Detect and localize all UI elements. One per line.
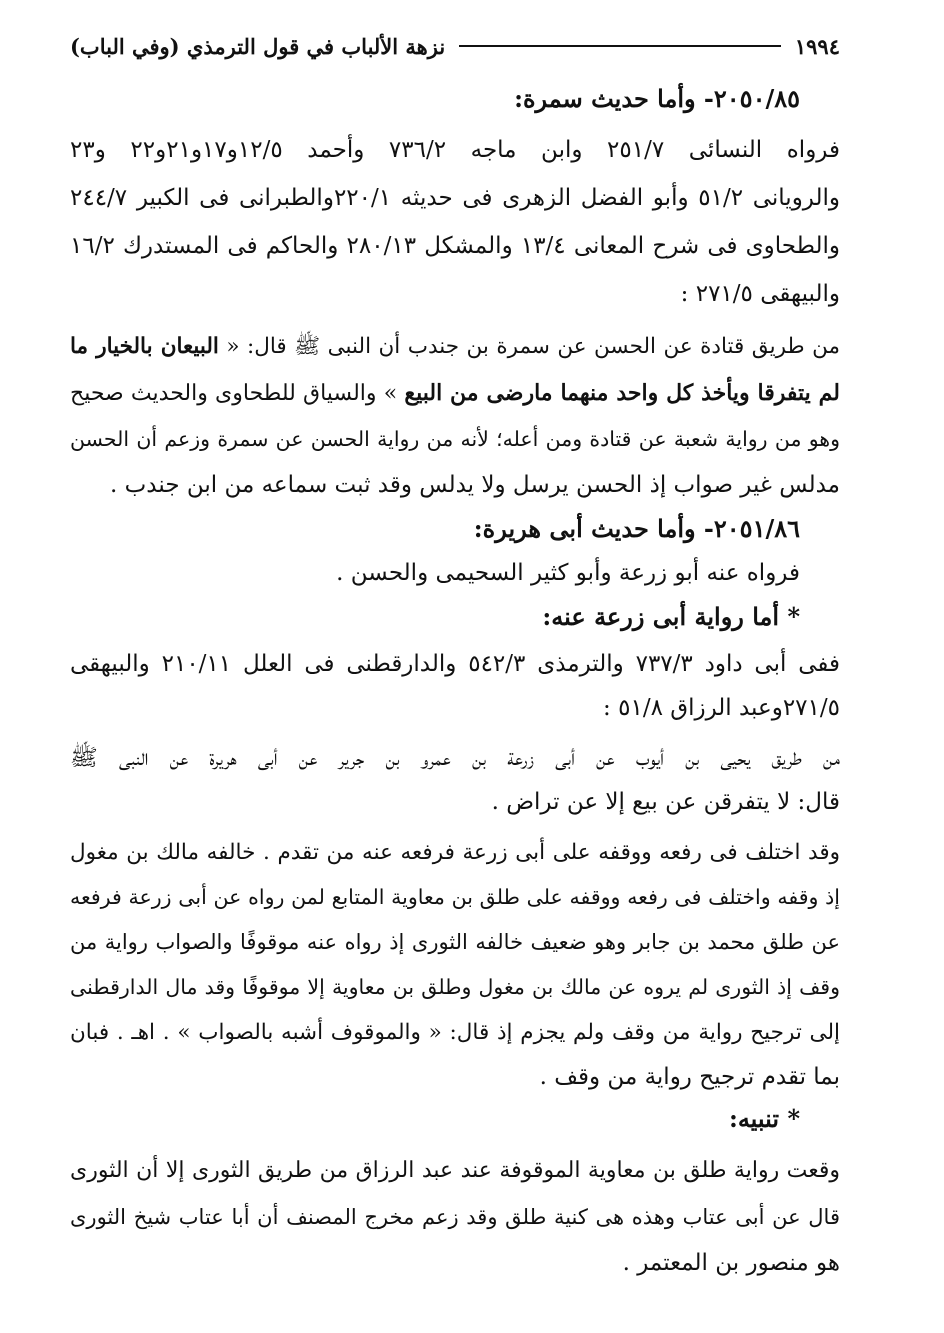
text-line: مدلس غير صواب إذ الحسن يرسل ولا يدلس وقد ثبت سماعه من ابن جندب . <box>110 472 840 498</box>
text-line <box>70 324 840 370</box>
abu-zura-sources <box>70 642 840 730</box>
commentary-text: » والسياق للطحاوى والحديث صحيح <box>70 381 398 406</box>
text-line: وهو من رواية شعبة عن قتادة ومن أعله؛ لأنه من رواية الحسن عن سمرة وزعم أن الحسن <box>70 427 840 451</box>
text-line: وقد اختلف فى رفعه ووقفه على أبى زرعة فرفعه عنه من تقدم . خالفه مالك بن مغول <box>70 840 840 865</box>
section-heading-abu-hurayra: ٢٠٥١/٨٦- وأما حديث أبى هريرة: <box>473 514 800 543</box>
text-line: عن طلق محمد بن جابر وهو ضعيف خالفه الثورى إذ رواه عنه موقوفًا والصواب رواية من <box>70 930 840 954</box>
abu-zura-chain <box>70 736 840 824</box>
text-line: من طريق يحيى بن أيوب عن أبى زرعة بن عمرو بن جرير عن أبى هريرة عن النبى ﷺ <box>70 745 840 771</box>
samura-sources <box>70 126 840 318</box>
text-line: ففى أبى داود ٧٣٧/٣ والترمذى ٥٤٢/٣ والدارقطنى فى العلل ٢١٠/١١ والبيهقى <box>70 651 840 677</box>
book-page <box>70 28 840 1318</box>
text-line: وقف إذ الثورى لم يروه عن مالك بن مغول وطلق بن معاوية إلا موقوفًا وقد مال الدارقطنى <box>70 975 840 999</box>
text-line: إلى ترجيح رواية من وقف ولم يجزم إذ قال: « والموقوف أشبه بالصواب » . اهـ . فبان <box>70 1020 840 1045</box>
samura-hadith <box>70 324 840 508</box>
hadith-matn: لم يتفرقا ويأخذ كل واحد منهما مارضى من البيع <box>404 380 840 406</box>
subheading-abu-zura: * أما رواية أبى زرعة عنه: <box>542 602 800 631</box>
running-title: نزهة الألباب في قول الترمذي (وفي الباب) <box>70 33 446 59</box>
abu-zura-discussion <box>70 830 840 1100</box>
text-line: فرواه النسائى ٢٥١/٧ وابن ماجه ٧٣٦/٢ وأحمد ١٢/٥و١٧و٢١و٢٢ و٢٣ <box>70 137 840 163</box>
text-line <box>70 370 840 416</box>
text-line: والطحاوى فى شرح المعانى ١٣/٤ والمشكل ٢٨٠/١٣ والحاكم فى المستدرك ١٦/٢ <box>70 233 840 259</box>
page-number: ١٩٩٤ <box>794 33 840 59</box>
text-line: والرويانى ٥١/٢ وأبو الفضل الزهرى فى حديثه ٢٢٠/١والطبرانى فى الكبير ٢٤٤/٧ <box>70 185 840 211</box>
note-text <box>70 1148 840 1286</box>
hadith-matn: البيعان بالخيار ما <box>70 334 219 359</box>
page-header <box>70 28 840 64</box>
text-line: قال: لا يتفرقن عن بيع إلا عن تراض . <box>491 789 840 815</box>
section-heading-samura: ٢٠٥٠/٨٥- وأما حديث سمرة: <box>514 84 800 113</box>
abu-hurayra-intro: فرواه عنه أبو زرعة وأبو كثير السحيمى والحسن . <box>336 560 800 586</box>
text-line: وقعت رواية طلق بن معاوية الموقوفة عند عبد الرزاق من طريق الثورى إلا أن الثورى <box>70 1158 840 1183</box>
text-line: قال عن أبى عتاب وهذه هى كنية طلق وقد زعم مخرج المصنف أن أبا عتاب شيخ الثورى <box>70 1205 840 1229</box>
text-line: والبيهقى ٢٧١/٥ : <box>680 281 840 307</box>
text-line: هو منصور بن المعتمر . <box>622 1250 840 1276</box>
isnad-text: من طريق قتادة عن الحسن عن سمرة بن جندب أن النبى ﷺ قال: « <box>226 334 840 359</box>
text-line: إذ وقفه واختلف فى رفعه ووقفه على طلق بن معاوية المتابع لمن رواه عن أبى زرعة فرفعه <box>70 885 840 909</box>
text-line: ٢٧١/٥وعبد الرزاق ٥١/٨ : <box>603 695 840 721</box>
section-heading-note: * تنبيه: <box>728 1104 800 1133</box>
text-line: بما تقدم ترجيح رواية من وقف . <box>539 1064 840 1090</box>
header-rule <box>459 45 781 47</box>
